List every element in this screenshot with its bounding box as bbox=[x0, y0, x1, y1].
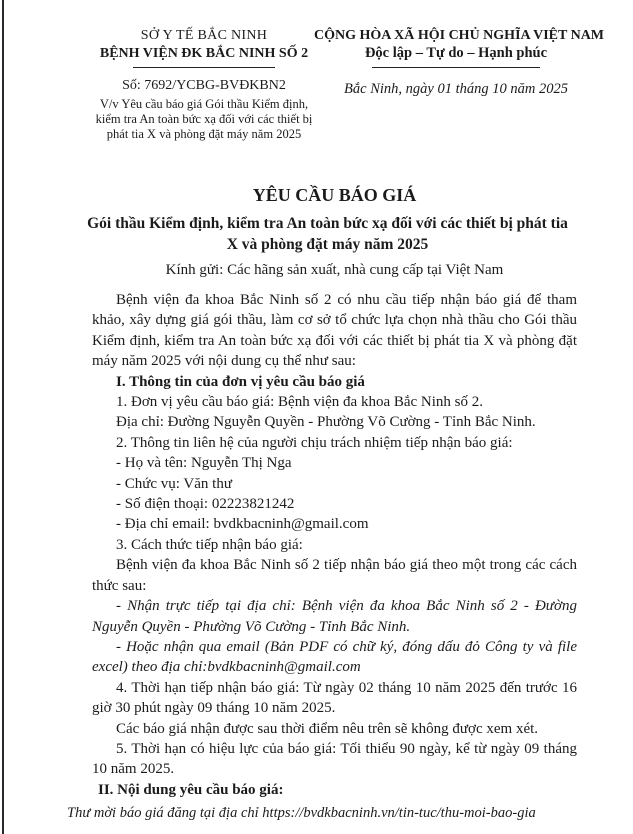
issuer-block bbox=[86, 27, 322, 143]
doc-number: Số: 7692/YCBG-BVĐKBN2 bbox=[122, 78, 286, 93]
item-1-address: Địa chỉ: Đường Nguyễn Quyền - Phường Võ Cường - Tỉnh Bắc Ninh. bbox=[116, 414, 536, 431]
item-3-method-desc: Bệnh viện đa khoa Bắc Ninh số 2 tiếp nhận báo giá theo một trong các cách thức sau: bbox=[92, 557, 577, 594]
document-title: YÊU CẦU BÁO GIÁ bbox=[252, 185, 417, 205]
intro-paragraph: Bệnh viện đa khoa Bắc Ninh số 2 có nhu cầu tiếp nhận báo giá để tham khảo, xây dựng giá gói thầu, làm cơ sở tổ chức lựa chọn nhà thầu cho Gói thầu Kiểm định, kiểm tra An toàn bức xạ đối với các thiết bị phát tia X và phòng đặt máy năm 2025 với nội dung cụ thể như sau: bbox=[92, 292, 577, 370]
document-header bbox=[0, 0, 633, 168]
issuer-unit: BỆNH VIỆN ĐK BẮC NINH SỐ 2 bbox=[99, 46, 309, 61]
national-country-line: CỘNG HÒA XÃ HỘI CHỦ NGHĨA VIỆT NAM bbox=[314, 28, 605, 43]
doc-subject-note: V/v Yêu cầu báo giá Gói thầu Kiểm định, kiểm tra An toàn bức xạ đối với các thiết bị phát tia X và phòng đặt máy năm 2025 bbox=[95, 97, 313, 142]
salutation-line: Kính gửi: Các hãng sản xuất, nhà cung cấp tại Việt Nam bbox=[165, 262, 504, 278]
item-4-deadline: 4. Thời hạn tiếp nhận báo giá: Từ ngày 02 tháng 10 năm 2025 đến trước 16 giờ 30 phút ngày 09 tháng 10 năm 2025. bbox=[92, 679, 577, 717]
item-3-method-heading: 3. Cách thức tiếp nhận báo giá: bbox=[116, 536, 303, 553]
item-4-note: Các báo giá nhận được sau thời điểm nêu trên sẽ không được xem xét. bbox=[116, 720, 539, 737]
issuer-underline bbox=[133, 67, 275, 68]
section-2-heading: II. Nội dung yêu cầu báo giá: bbox=[98, 781, 284, 798]
method-email-line: - Hoặc nhận qua email (Bản PDF có chữ ký, đóng dấu đỏ Công ty và file excel) theo địa chỉ:bvdkbacninh@gmail.com bbox=[92, 638, 577, 676]
footnote-invitation-url: Thư mời báo giá đăng tại địa chỉ https://bvdkbacninh.vn/tin-tuc/thu-moi-bao-gia bbox=[67, 805, 536, 822]
motto-underline bbox=[372, 67, 540, 68]
package-title: Gói thầu Kiểm định, kiểm tra An toàn bức xạ đối với các thiết bị phát tia X và phòng đặt máy năm 2025 bbox=[87, 215, 568, 253]
item-1-unit: 1. Đơn vị yêu cầu báo giá: Bệnh viện đa khoa Bắc Ninh số 2. bbox=[116, 394, 484, 411]
contact-role-line: - Chức vụ: Văn thư bbox=[116, 475, 232, 492]
contact-name-line: - Họ và tên: Nguyễn Thị Nga bbox=[116, 455, 292, 472]
contact-email-line: - Địa chỉ email: bvdkbacninh@gmail.com bbox=[116, 516, 369, 533]
national-header-block bbox=[314, 27, 605, 98]
method-direct-line: - Nhận trực tiếp tại địa chỉ: Bệnh viện đa khoa Bắc Ninh số 2 - Đường Nguyễn Quyền - Phường Võ Cường - Tỉnh Bắc Ninh. bbox=[92, 598, 577, 635]
section-1-heading: I. Thông tin của đơn vị yêu cầu báo giá bbox=[116, 373, 365, 390]
item-5-validity: 5. Thời hạn có hiệu lực của báo giá: Tối thiểu 90 ngày, kể từ ngày 09 tháng 10 năm 2025. bbox=[92, 740, 577, 778]
contact-phone-line: - Số điện thoại: 02223821242 bbox=[116, 496, 295, 513]
national-motto-line: Độc lập – Tự do – Hạnh phúc bbox=[364, 45, 548, 61]
item-2-contact-heading: 2. Thông tin liên hệ của người chịu trách nhiệm tiếp nhận báo giá: bbox=[116, 434, 513, 451]
place-date-line: Bắc Ninh, ngày 01 tháng 10 năm 2025 bbox=[344, 81, 568, 97]
document-body bbox=[92, 290, 577, 800]
issuer-agency: SỞ Y TẾ BẮC NINH bbox=[140, 28, 268, 43]
